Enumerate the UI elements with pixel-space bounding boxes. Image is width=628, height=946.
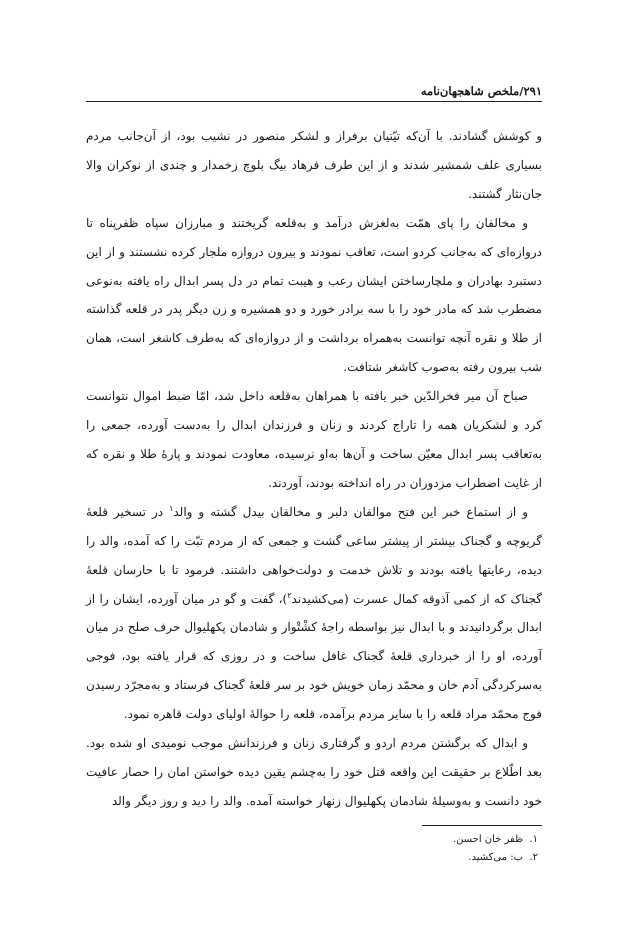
paragraph-1: و کوشش گشادند. با آن‌که تیّتیان برفراز و لشکر منصور در نشیب بود، از آن‌جانب مردم بسیاری علف شمشیر شدند و از این طرف فرهاد بیگ بلوچ زخمدار و چندی از نوکران والا جان‌نثار گشتند. <box>86 129 542 201</box>
footnote-rule <box>422 825 542 826</box>
footnote-1 <box>300 831 542 849</box>
footnote-ref-2: ۲ <box>287 590 292 600</box>
paragraph-4-part-a: و از استماع خبر این فتح موالفان دلبر و مخالفان بیدل گشته و والد <box>173 504 528 519</box>
footnote-2 <box>300 849 542 867</box>
paragraph-4-part-b: در تسخیر قلعهٔ گریوچه و گجناک بیشتر از پیشتر ساعی گشت و جمعی که از مردم تبّت را که آمده، والد را دیده، رعایتها یافته بودند و تلاش خدمت و دولت‌خواهی داشتند. فرمود تا با حارسان قلعهٔ گجناک که از کمی آذوقه کمال عسرت (می‌کشیدند <box>86 504 542 606</box>
footnote-text: ظفر خان احسن. <box>452 834 524 845</box>
footnote-number: ۲. <box>529 852 538 863</box>
footnote-text: ب: می‌کشید. <box>468 852 524 863</box>
paragraph-4-part-c: )، گفت و گو در میان آورده، ایشان را از ابدال برگردانیدند و با ابدال نیز بواسطه راجهٔ کشْتْوار و شادمان پکهلیوال حرف صلح در میان آورده، او را از خبرداری قلعهٔ گجناک غافل ساخت و در روزی که قرار یافته بود، فوجی به‌سرکردگی آدم خان و محمّد زمان خویش خود بر سر قلعهٔ گجناک فرستاد و به‌مجرّد رسیدن فوج محمّد مراد قلعه را با سایر مردم برآمده، قلعه را حوالهٔ اولیای دولت قاهره نمود. <box>86 591 542 722</box>
paragraph-3: صباح آن میر فخرالدّین خبر یافته با همراهان به‌قلعه داخل شد، امّا ضبط اموال نتوانست کرد و لشکریان همه را تاراج کردند و زنان و فرزندان ابدال را به‌دست آورده، جمعی را به‌تعاقب پسر ابدال معیّن ساخت و آن‌ها به‌او نرسیده، معاودت نمودند و پارهٔ طلا و نقره که از غایت اضطراب مزدوران در راه انداخته بودند، آوردند. <box>86 389 542 490</box>
footnotes <box>300 831 542 867</box>
footnote-number: ۱. <box>529 834 538 845</box>
main-text <box>86 122 542 816</box>
footnote-ref-1: ۱ <box>169 503 174 513</box>
running-header: ۲۹۱/ملخص شاهجهان‌نامه <box>420 84 542 98</box>
header-rule <box>86 101 542 102</box>
paragraph-5: و ابدال که برگشتن مردم اردو و گرفتاری زنان و فرزندانش موجب نومیدی او شده بود. بعد اطّلاع بر حقیقت این واقعه قتل خود را به‌چشم یقین دیده خواستن امان را حصار عافیت خود دانست و به‌وسیلهٔ شادمان پکهلیوال زنهار خواسته آمده. والد را دید و روز دیگر والد <box>86 736 542 808</box>
paragraph-4 <box>86 498 542 729</box>
paragraph-2: و مخالفان را پای همّت به‌لغزش درآمد و به‌قلعه گریختند و مبارزان سپاه ظفرپناه تا دروازه‌ای که به‌جانب کردو است، تعاقب نمودند و بیرون دروازه ملجار کرده نشستند و از این دستبرد بهادران و ملچارساختن ایشان رعب و هیبت تمام در دل پسر ابدال راه یافته به‌نوعی مضطرب شد که مادر خود را با سه برادر خورد و دو همشیره و زن دیگر پدر در قلعه گذاشته از طلا و نقره آنچه توانست به‌همراه برداشت و از دروازه‌ای که به‌طرف کاشغر است، همان شب بیرون رفته به‌صوب کاشغر شتافت. <box>86 215 542 375</box>
